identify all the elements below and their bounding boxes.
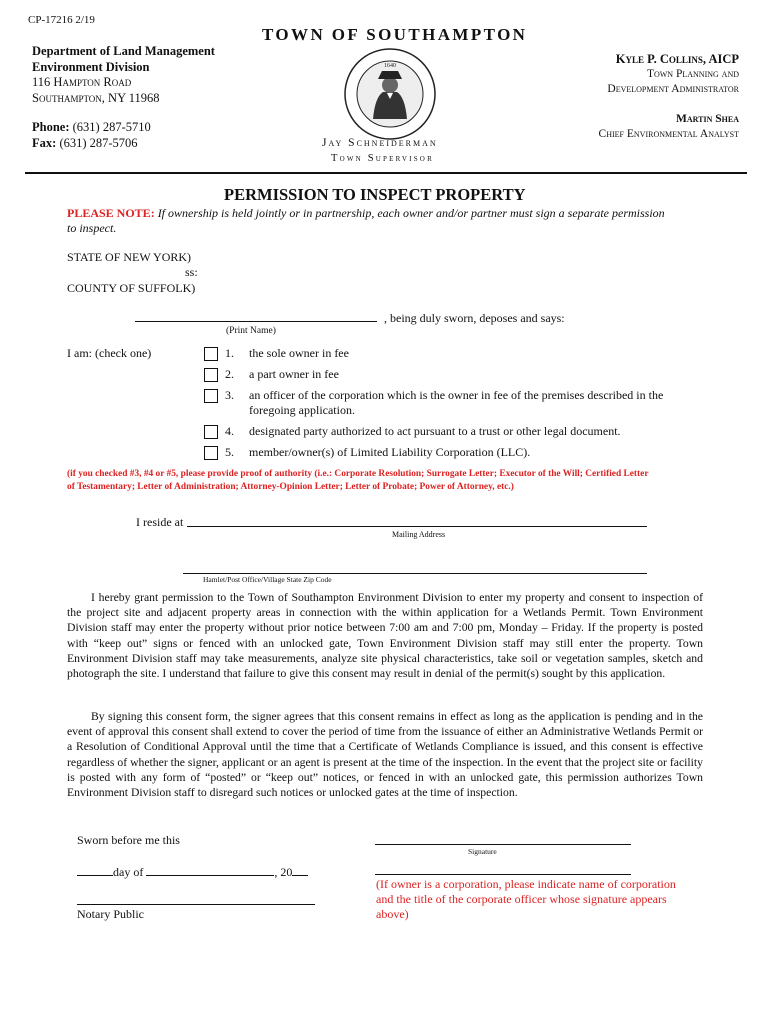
year-blank[interactable] [292,863,308,876]
check-one-label: I am: (check one) [67,346,152,360]
venue-ss: ss: [185,265,198,279]
mailing-address-line[interactable] [187,526,647,527]
department-line2: Environment Division [32,59,150,74]
checkbox-corporation-officer[interactable] [204,389,218,403]
option-num-1: 1. [225,346,234,360]
checkbox-part-owner[interactable] [204,368,218,382]
option-text-3b: foregoing application. [249,403,355,417]
town-title: TOWN OF SOUTHAMPTON [262,25,528,44]
official-block-2 [599,112,739,142]
hamlet-line[interactable] [183,573,647,574]
option-num-3: 3. [225,388,234,402]
department-block [32,44,215,106]
corp-note-line2: and the title of the corporate officer whose signature appears [376,892,667,906]
checkbox-llc-member[interactable] [204,446,218,460]
checkbox-sole-owner[interactable] [204,347,218,361]
phone-label: Phone: [32,120,70,134]
header-divider [25,172,747,174]
checkbox-designated-party[interactable] [204,425,218,439]
official-title-1b: Development Administrator [607,83,739,95]
seal-year: 1640 [384,63,396,69]
supervisor-name: Jay Schneiderman [322,137,438,149]
fax-number: (631) 287-5706 [59,135,138,150]
option-num-4: 4. [225,424,234,438]
option-text-1: the sole owner in fee [249,346,349,360]
print-name-label: (Print Name) [226,326,276,336]
official-title-2: Chief Environmental Analyst [598,128,739,140]
supervisor-title: Town Supervisor [331,153,434,164]
address-line1: 116 Hampton Road [32,75,132,89]
sworn-label: Sworn before me this [77,833,180,847]
mailing-address-label: Mailing Address [392,530,446,539]
proof-of-authority-note [67,468,727,493]
day-blank[interactable] [77,863,113,876]
phone-number: (631) 287-5710 [72,120,151,134]
hamlet-label: Hamlet/Post Office/Village State Zip Code [203,575,332,584]
contact-block [32,120,151,151]
corp-note-line1: (If owner is a corporation, please indicate name of corporation [376,877,676,891]
day-of-label: day of [113,865,144,879]
please-note [67,206,717,236]
proof-note-line1: (if you checked #3, #4 or #5, please provide proof of authority (i.e.: Corporate Resolution; Surrogate Letter; Executor of the Will; Certified Letter [67,469,649,479]
venue-county: COUNTY OF SUFFOLK) [67,281,196,295]
official-title-1a: Town Planning and [646,68,739,80]
official-name-1: Kyle P. Collins, AICP [615,52,739,66]
consent-paragraph-2: By signing this consent form, the signer agrees that this consent remains in effect as long as the application is pending and in the event of approval this consent shall extend to cover the period of time from the issuance of either an Administrative Wetlands Permit or a Resolution of Conditional Approval until the time that a Certificate of Wetlands Compliance is issued, and this consent is effective regardless of whether the signer, applicant or an agent is present at the time of the inspection. In the event that the project site or facility is posted with any form of “posted” or “keep out” notices, or fenced in with an unlocked gate, this permission authorizes Town Environment Division staff to disregard such notices or unlocked gates at the time of inspection. [67,710,703,800]
corporation-line[interactable] [375,874,631,875]
option-text-4: designated party authorized to act pursuant to a trust or other legal document. [249,424,621,438]
signature-line[interactable] [375,844,631,845]
corporation-note [376,877,676,922]
option-text-5: member/owner(s) of Limited Liability Corporation (LLC). [249,445,531,459]
notary-date-row [77,863,308,880]
option-num-2: 2. [225,367,234,381]
form-title: PERMISSION TO INSPECT PROPERTY [224,185,526,204]
corp-note-line3: above) [376,907,409,921]
official-block-1 [607,52,739,97]
month-blank[interactable] [146,863,274,876]
note-text: If ownership is held jointly or in partnership, each owner and/or partner must sign a separate permission [157,206,665,220]
consent-paragraph-1: I hereby grant permission to the Town of Southampton Environment Division to enter my property and consent to inspection of the project site and adjacent property areas in connection with the within application for a Wetlands Permit. Town Environment Division staff may enter the property without prior notice between 7:00 am and 7:00 pm, Monday – Friday. If the property is posted with “keep out” signs or fenced with an unlocked gate, Town Environment Division staff may still enter the property. Town Environment Division staff may take measurements, analyze site physical characteristics, take soil or vegetation samples, sketch and photograph the site. I understand that failure to give this consent may result in denial of the permit(s) sought by this application. [67,591,703,681]
reside-label: I reside at [136,515,184,529]
address-line2: Southampton, NY 11968 [32,90,160,105]
signature-label: Signature [468,847,497,856]
notary-public-label: Notary Public [77,907,144,921]
fax-label: Fax: [32,135,57,150]
proof-note-line2: of Testamentary; Letter of Administration; Attorney-Opinion Letter; Letter of Probate; Power of Attorney, etc.) [67,481,514,492]
venue-state: STATE OF NEW YORK) [67,250,192,264]
year-prefix: , 20 [274,865,293,879]
official-name-2: Martin Shea [676,113,739,125]
deposes-text: , being duly sworn, deposes and says: [384,311,565,325]
note-label: PLEASE NOTE: [67,206,155,220]
town-seal-emblem [343,47,437,141]
option-text-3: an officer of the corporation which is the owner in fee of the premises described in the [249,388,664,402]
form-code: CP-17216 2/19 [28,14,95,26]
note-text-2: to inspect. [67,221,117,235]
notary-signature-line[interactable] [77,904,315,905]
option-num-5: 5. [225,445,234,459]
print-name-line[interactable] [135,321,377,322]
department-line1: Department of Land Management [32,44,215,58]
option-text-2: a part owner in fee [249,367,339,381]
